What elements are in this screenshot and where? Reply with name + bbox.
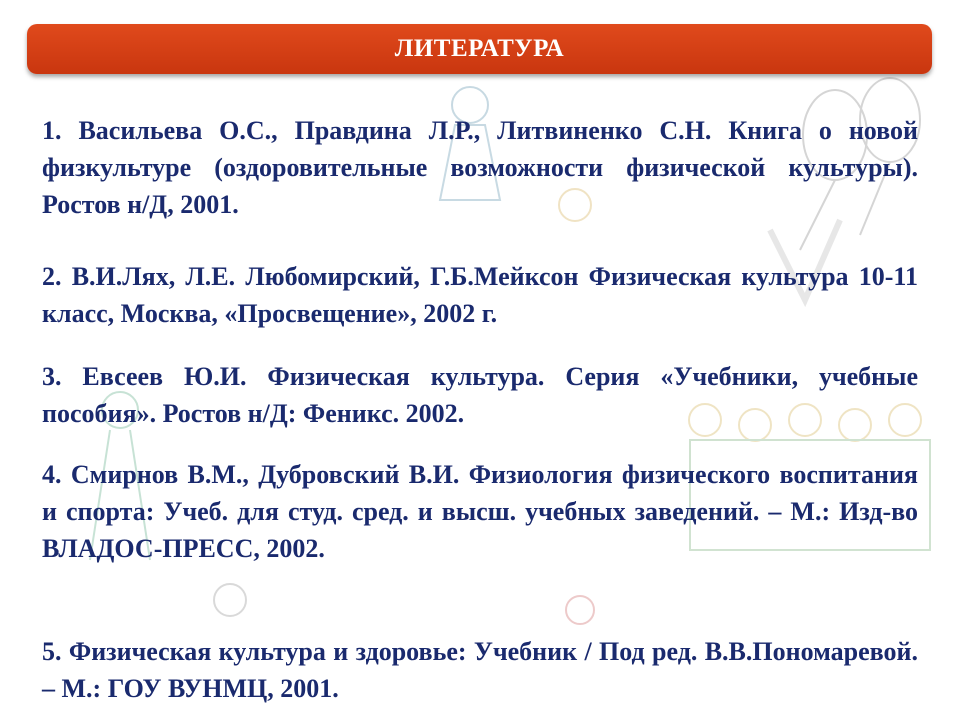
- reference-item-2: 2. В.И.Лях, Л.Е. Любомирский, Г.Б.Мейксон Физическая культура 10-11 класс, Москва, «Просвещение», 2002 г.: [42, 262, 918, 328]
- slide-title: ЛИТЕРАТУРА: [394, 35, 565, 62]
- reference-item-3: 3. Евсеев Ю.И. Физическая культура. Серия «Учебники, учебные пособия». Ростов н/Д: Феникс. 2002.: [42, 362, 918, 428]
- reference-item-4: 4. Смирнов В.М., Дубровский В.И. Физиология физического воспитания и спорта: Учеб. для студ. сред. и высш. учебных заведений. – М.: Изд-во ВЛАДОС-ПРЕСС, 2002.: [42, 460, 918, 563]
- slide-title-bar: [27, 24, 932, 74]
- reference-item-5: 5. Физическая культура и здоровье: Учебник / Под ред. В.В.Пономаревой. – М.: ГОУ ВУНМЦ, 2001.: [42, 637, 918, 703]
- reference-item-1: 1. Васильева О.С., Правдина Л.Р., Литвиненко С.Н. Книга о новой физкультуре (оздоровительные возможности физической культуры). Ростов н/Д, 2001.: [42, 116, 918, 219]
